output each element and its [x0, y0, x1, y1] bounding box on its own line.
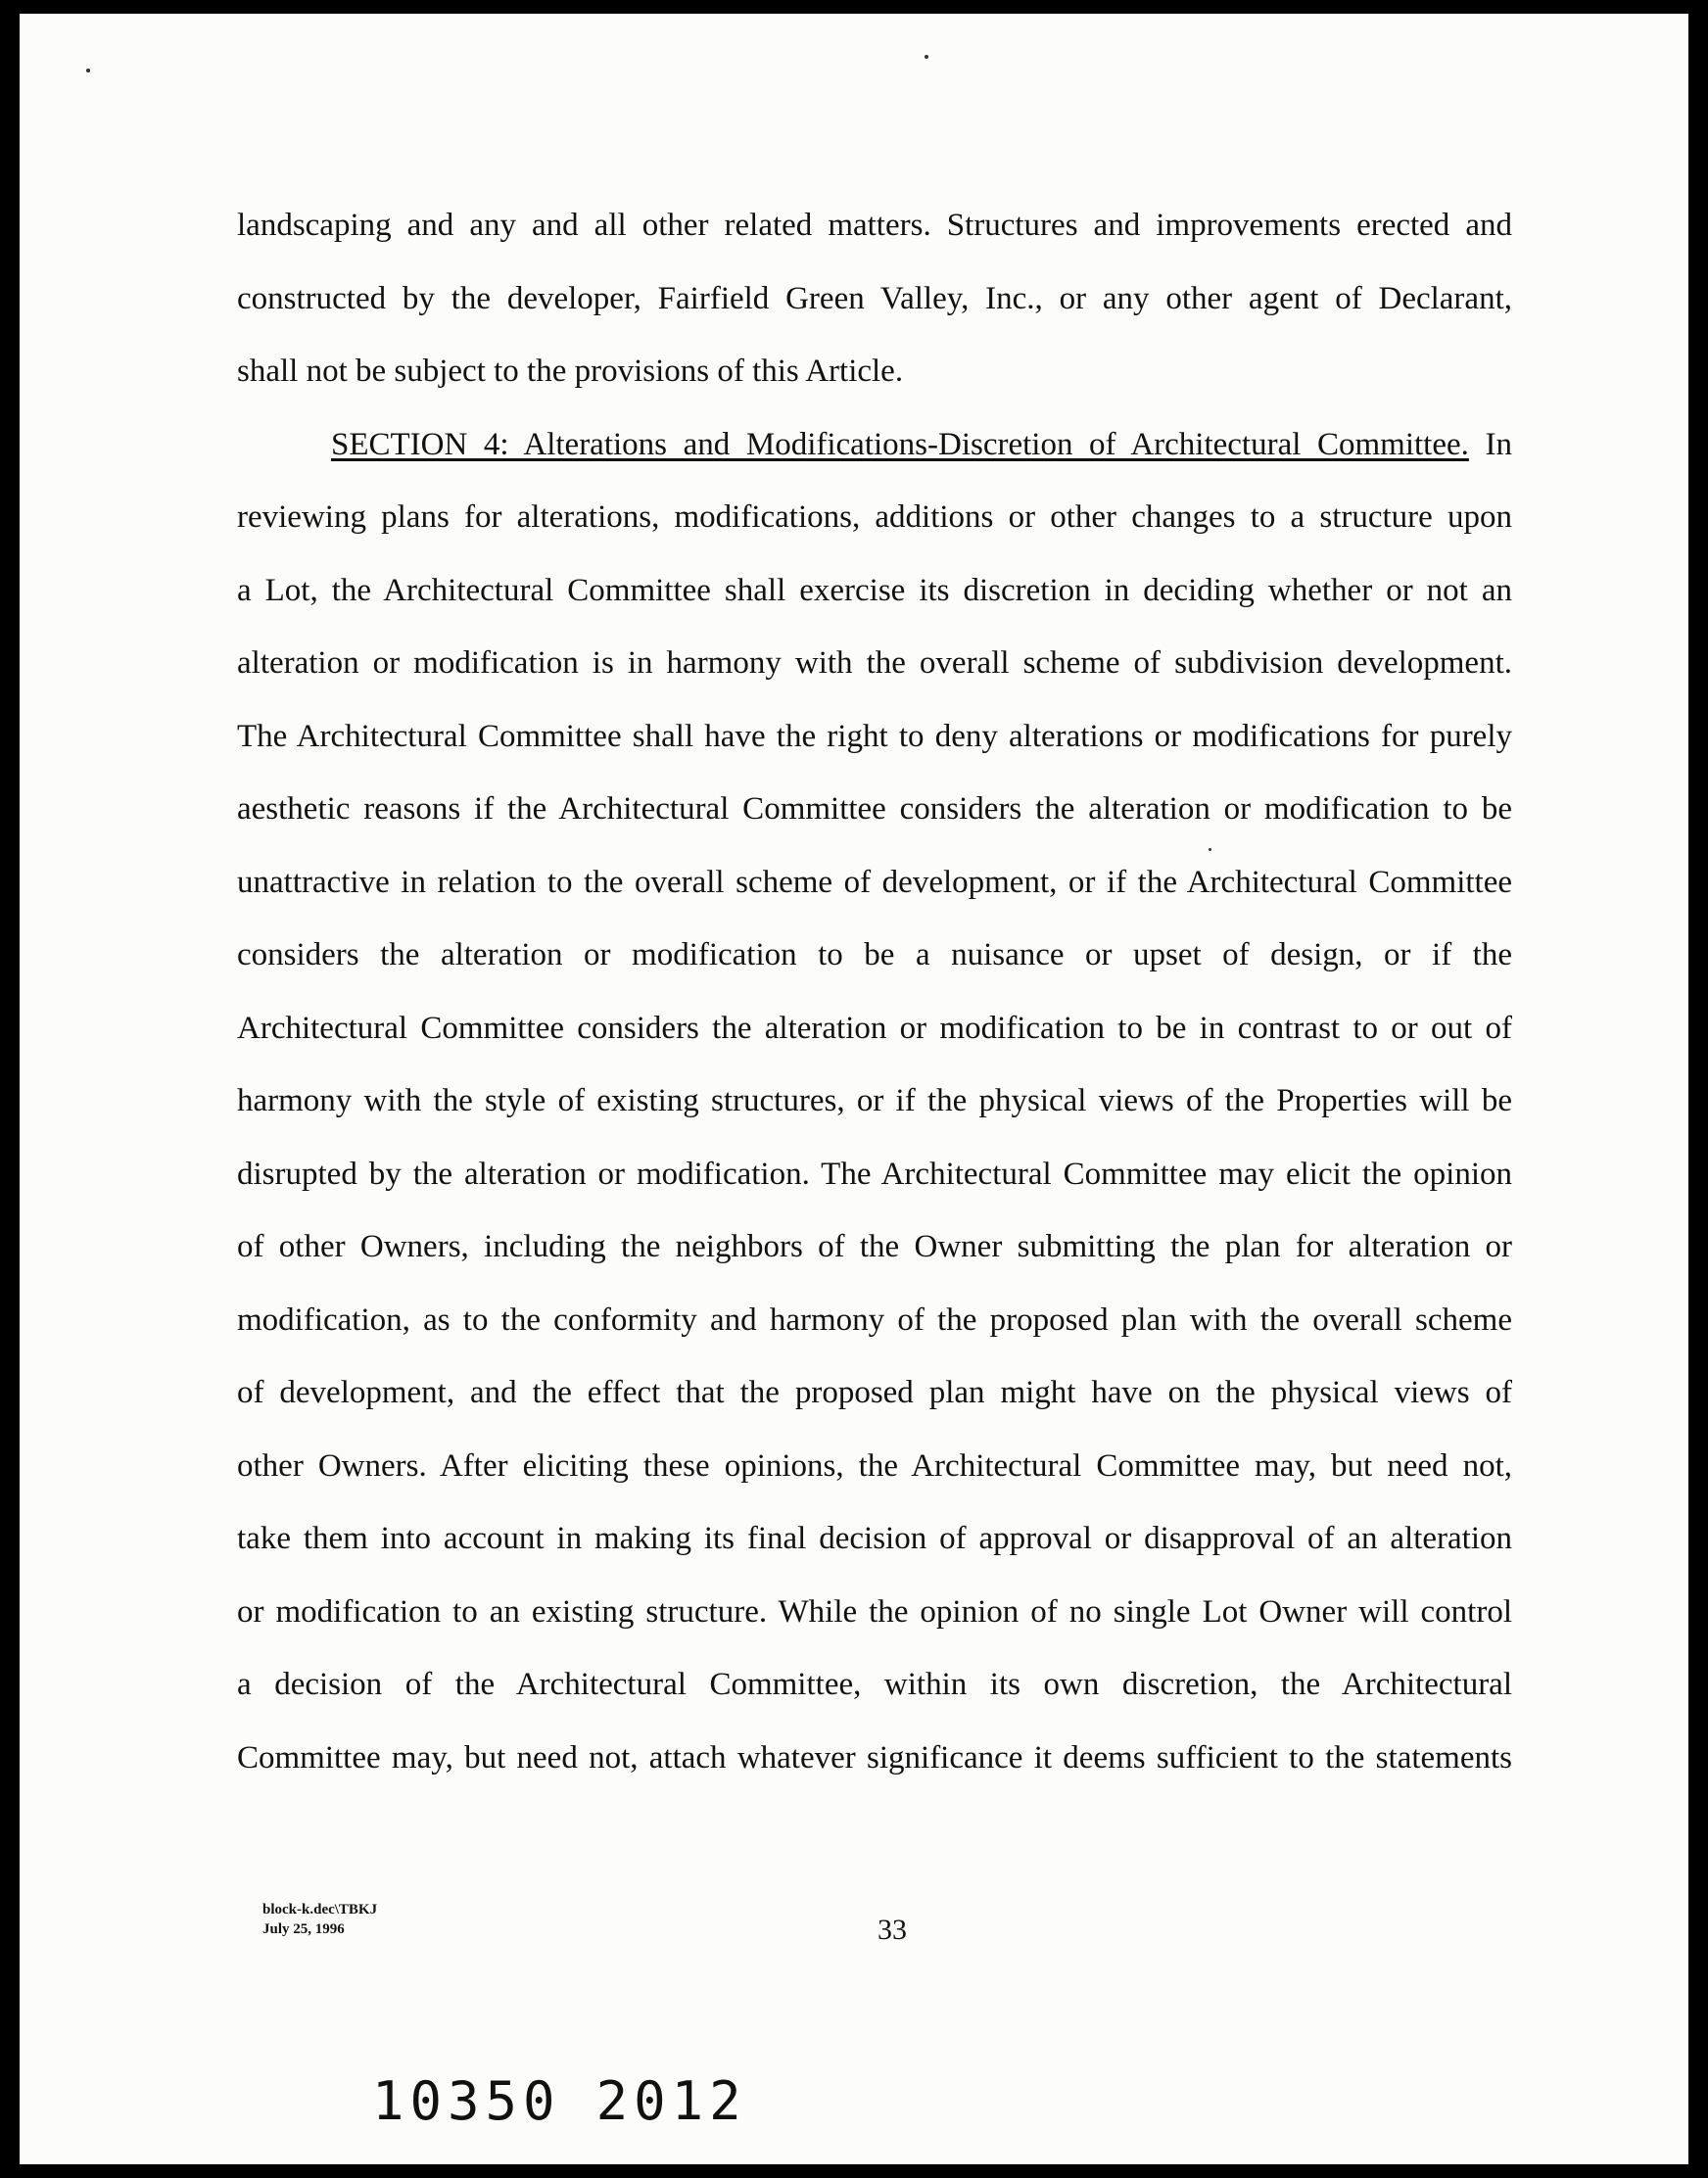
document-page: [20, 14, 1688, 2164]
text-line: unattractive in relation to the overall scheme of development, or if the Architectural Committee: [237, 864, 1512, 900]
text-line: modification, as to the conformity and harmony of the proposed plan with the overall scheme: [237, 1302, 1512, 1338]
bates-part-1: 10350: [372, 2070, 561, 2132]
section-heading-line: [237, 425, 1512, 498]
bates-number: [372, 2070, 747, 2132]
text-line: landscaping and any and all other related matters. Structures and improvements erected and: [237, 208, 1512, 243]
text-line: Architectural Committee considers the alteration or modification to be in contrast to or out of: [237, 1010, 1512, 1046]
text-line: a decision of the Architectural Committee, within its own discretion, the Architectural: [237, 1667, 1512, 1702]
body-text: [237, 206, 1512, 1811]
text-line: of other Owners, including the neighbors of the Owner submitting the plan for alteration or: [237, 1229, 1512, 1264]
section-heading-tail: In: [1468, 426, 1512, 462]
text-line: take them into account in making its final decision of approval or disapproval of an alteration: [237, 1521, 1512, 1556]
text-line: a Lot, the Architectural Committee shall exercise its discretion in deciding whether or not an: [237, 572, 1512, 608]
text-line: disrupted by the alteration or modification. The Architectural Committee may elicit the opinion: [237, 1156, 1512, 1192]
scan-speck: [925, 55, 928, 59]
section-heading: SECTION 4: Alterations and Modifications-Discretion of Architectural Committee.: [331, 426, 1469, 462]
text-line: or modification to an existing structure. While the opinion of no single Lot Owner will control: [237, 1593, 1512, 1630]
text-line: reviewing plans for alterations, modifications, additions or other changes to a structure upon: [237, 499, 1512, 535]
text-line: alteration or modification is in harmony with the overall scheme of subdivision development.: [237, 645, 1512, 681]
text-line: other Owners. After eliciting these opinions, the Architectural Committee may, but need not,: [237, 1447, 1512, 1484]
text-line: Committee may, but need not, attach whatever significance it deems sufficient to the statements: [237, 1739, 1512, 1776]
page-number: 33: [878, 1914, 907, 1946]
text-line: considers the alteration or modification to be a nuisance or upset of design, or if the: [237, 937, 1512, 972]
file-ref: block-k.dec\TBKJ: [262, 1902, 378, 1918]
footer-file-reference: [262, 1900, 377, 1939]
text-line: aesthetic reasons if the Architectural Committee considers the alteration or modification to be: [237, 791, 1512, 827]
scan-speck: [86, 69, 90, 72]
text-line: of development, and the effect that the proposed plan might have on the physical views of: [237, 1375, 1512, 1410]
bates-part-2: 2012: [595, 2070, 747, 2132]
text-line: The Architectural Committee shall have the right to deny alterations or modifications for purely: [237, 718, 1512, 754]
footer-date: July 25, 1996: [262, 1921, 345, 1937]
text-line: constructed by the developer, Fairfield Green Valley, Inc., or any other agent of Declarant,: [237, 280, 1512, 316]
text-line: harmony with the style of existing structures, or if the physical views of the Properties will be: [237, 1083, 1512, 1118]
text-line: shall not be subject to the provisions of this Article.: [237, 354, 904, 389]
